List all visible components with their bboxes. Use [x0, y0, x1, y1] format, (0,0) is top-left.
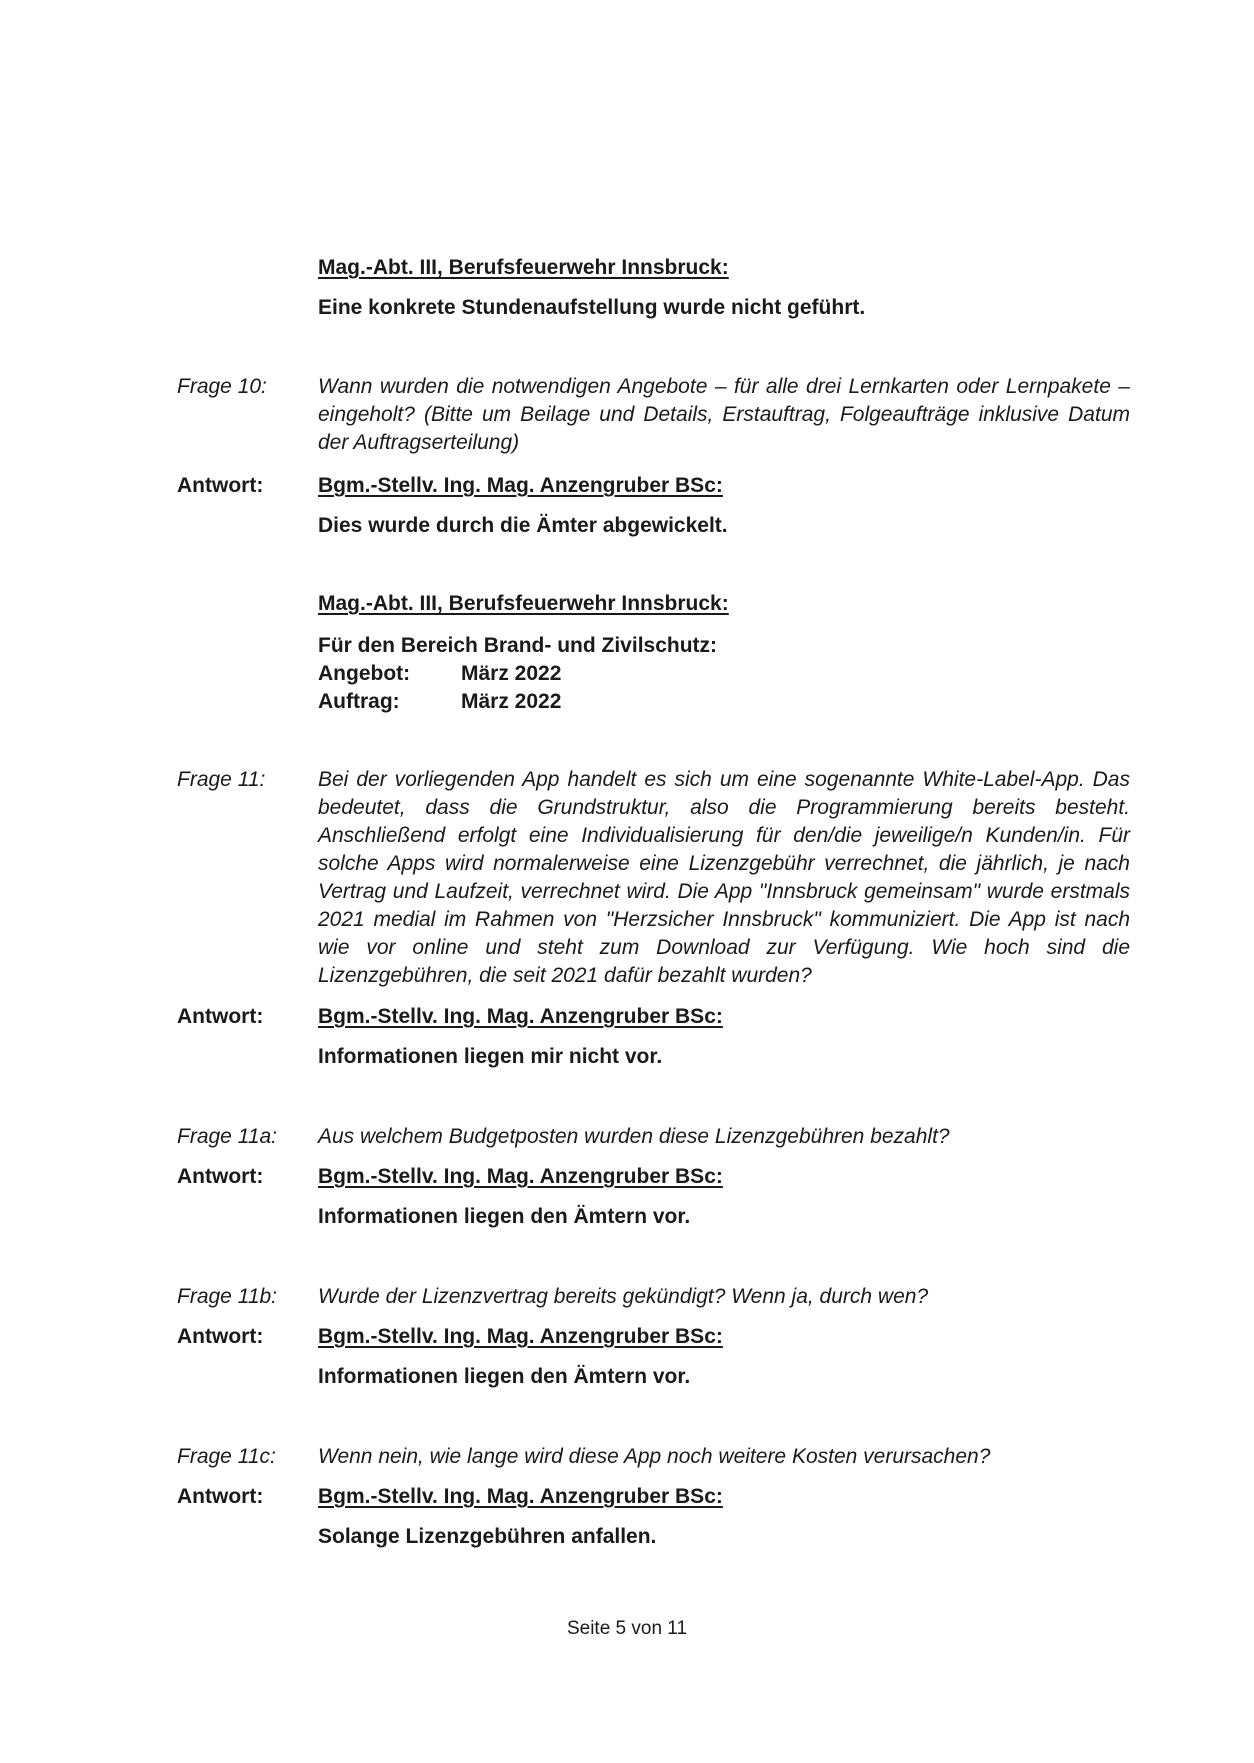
question-11a-text: Aus welchem Budgetposten wurden diese Lizenzgebühren bezahlt? — [318, 1125, 950, 1148]
answer-11-speaker: Bgm.-Stellv. Ing. Mag. Anzengruber BSc: — [318, 1005, 723, 1028]
question-11c-label: Frage 11c: — [177, 1445, 276, 1468]
answer-10-label: Antwort: — [177, 474, 264, 497]
answer-10-text-1: Dies wurde durch die Ämter abgewickelt. — [318, 514, 728, 537]
row-key: Auftrag: — [318, 690, 400, 713]
row-value: März 2022 — [461, 690, 562, 713]
answer-11c-label: Antwort: — [177, 1485, 264, 1508]
page-number: Seite 5 von 11 — [566, 1618, 688, 1639]
question-10-label: Frage 10: — [177, 375, 267, 398]
question-11-text: Bei der vorliegenden App handelt es sich um eine sogenannte White-Label-App. Das bedeutet, dass die Grundstruktur, also die Programmierung bereits besteht. Anschließend erfolgt eine Individualisierung für den/die jeweilige/n Kunden/in. Für solche Apps wird normalerweise eine Lizenzgebühr verrechnet, die jährlich, je nach Vertrag und Laufzeit, verrechnet wird. Die App "Innsbruck gemeinsam" wurde erstmals 2021 medial im Rahmen von "Herzsicher Innsbruck" kommuniziert. Die App ist nach wie vor online und steht zum Download zur Verfügung. Wie hoch sind die Lizenzgebühren, die seit 2021 dafür bezahlt wurden? — [318, 768, 1130, 987]
row-value: März 2022 — [461, 662, 562, 685]
answer-11c-text: Solange Lizenzgebühren anfallen. — [318, 1525, 657, 1548]
answer-11-text: Informationen liegen mir nicht vor. — [318, 1045, 663, 1068]
row-key: Angebot: — [318, 662, 411, 685]
answer-10-text-2-intro: Für den Bereich Brand- und Zivilschutz: — [318, 634, 718, 657]
intro-answer: Eine konkrete Stundenaufstellung wurde nicht geführt. — [318, 296, 866, 319]
question-11c-text: Wenn nein, wie lange wird diese App noch weitere Kosten verursachen? — [318, 1445, 991, 1468]
answer-11c-speaker: Bgm.-Stellv. Ing. Mag. Anzengruber BSc: — [318, 1485, 723, 1508]
answer-10-speaker-1: Bgm.-Stellv. Ing. Mag. Anzengruber BSc: — [318, 474, 723, 497]
answer-11b-text: Informationen liegen den Ämtern vor. — [318, 1365, 691, 1388]
question-11b-text: Wurde der Lizenzvertrag bereits gekündigt? Wenn ja, durch wen? — [318, 1285, 929, 1308]
answer-10-speaker-2: Mag.-Abt. III, Berufsfeuerwehr Innsbruck: — [318, 592, 729, 615]
answer-10-row-angebot — [318, 660, 1130, 688]
answer-11a-text: Informationen liegen den Ämtern vor. — [318, 1205, 691, 1228]
answer-11-label: Antwort: — [177, 1005, 264, 1028]
question-11-label: Frage 11: — [177, 768, 266, 791]
answer-11b-speaker: Bgm.-Stellv. Ing. Mag. Anzengruber BSc: — [318, 1325, 723, 1348]
question-11b-label: Frage 11b: — [177, 1285, 278, 1308]
answer-11a-speaker: Bgm.-Stellv. Ing. Mag. Anzengruber BSc: — [318, 1165, 723, 1188]
question-11a-label: Frage 11a: — [177, 1125, 278, 1148]
intro-speaker: Mag.-Abt. III, Berufsfeuerwehr Innsbruck: — [318, 256, 729, 279]
answer-11b-label: Antwort: — [177, 1325, 264, 1348]
question-10-text: Wann wurden die notwendigen Angebote – für alle drei Lernkarten oder Lernpakete – eingeholt? (Bitte um Beilage und Details, Erstauftrag, Folgeaufträge inklusive Datum der Auftragserteilung) — [318, 375, 1130, 454]
answer-11a-label: Antwort: — [177, 1165, 264, 1188]
answer-10-row-auftrag — [318, 688, 1130, 716]
